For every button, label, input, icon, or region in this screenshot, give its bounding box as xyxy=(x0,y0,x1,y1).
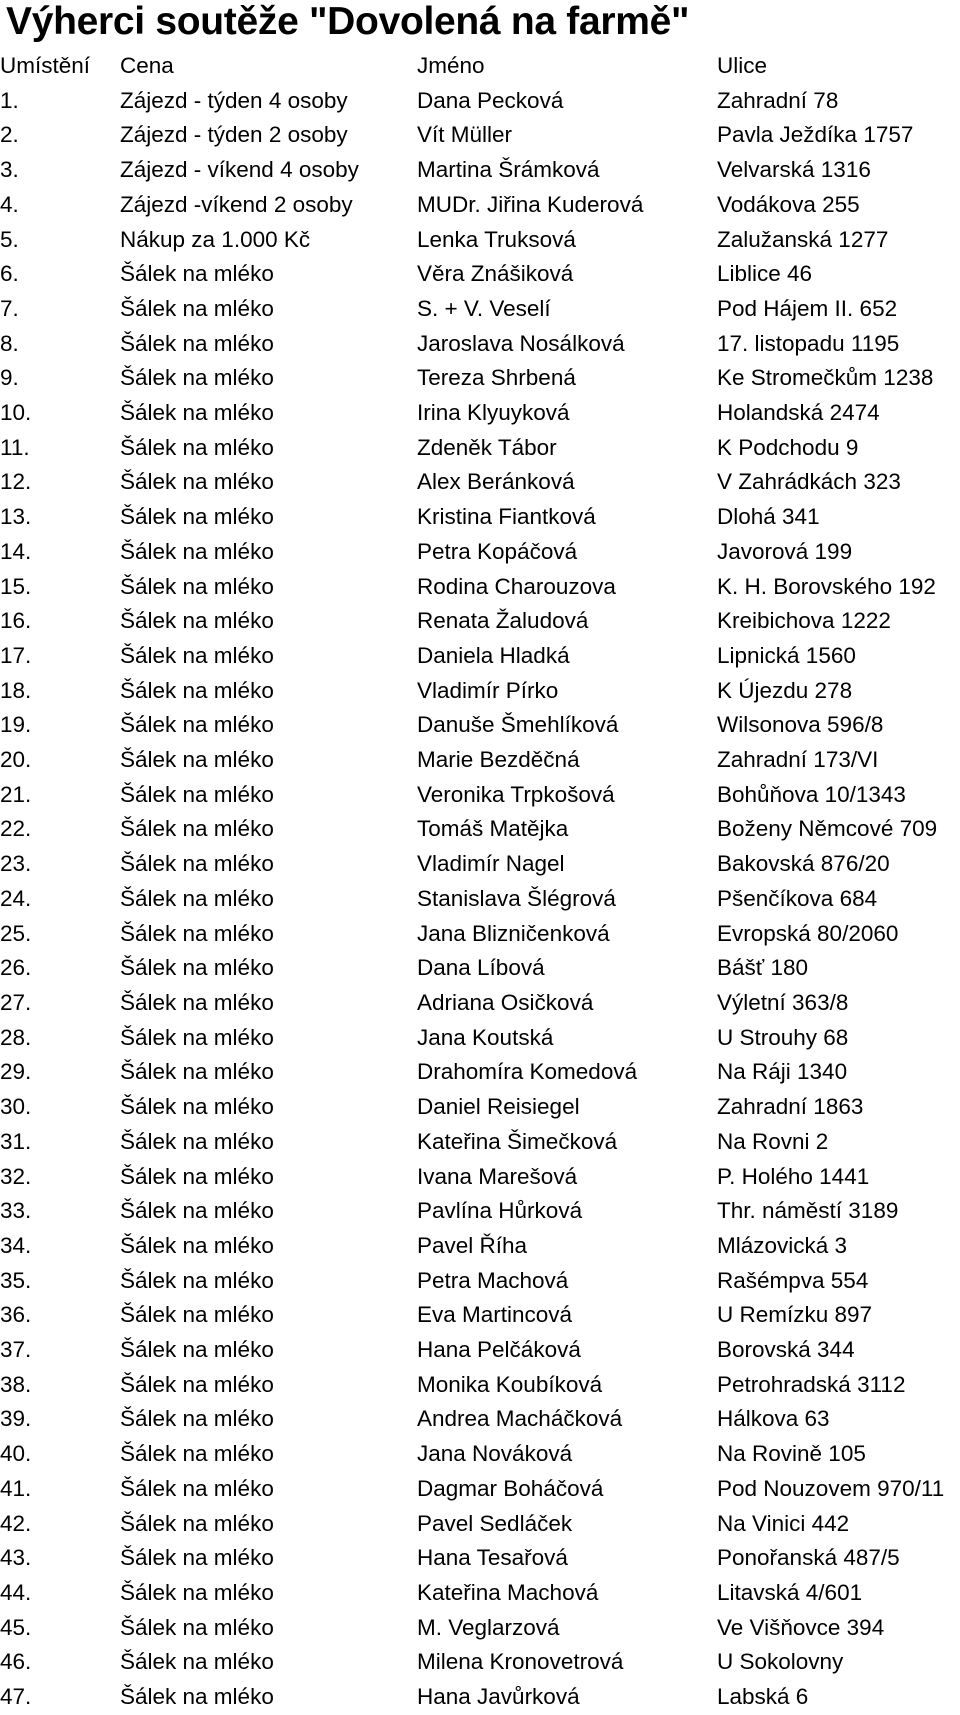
cell-prize: Šálek na mléko xyxy=(120,1684,274,1710)
cell-rank: 1. xyxy=(0,87,19,113)
table-row xyxy=(0,1090,960,1125)
table-row xyxy=(0,1125,960,1160)
cell-name: Jana Nováková xyxy=(417,1441,573,1467)
cell-name: Vladimír Pírko xyxy=(417,677,559,703)
cell-prize: Zájezd -víkend 2 osoby xyxy=(120,191,353,217)
cell-prize: Šálek na mléko xyxy=(120,885,274,911)
cell-street: Rašémpva 554 xyxy=(717,1267,869,1293)
cell-street: Labská 6 xyxy=(717,1684,809,1710)
cell-prize: Šálek na mléko xyxy=(120,400,274,426)
table-row xyxy=(0,500,960,535)
cell-rank: 18. xyxy=(0,677,32,703)
cell-name: Jaroslava Nosálková xyxy=(417,330,625,356)
cell-street: K Podchodu 9 xyxy=(717,434,859,460)
cell-rank: 2. xyxy=(0,122,19,148)
cell-prize: Šálek na mléko xyxy=(120,642,274,668)
cell-name: Dagmar Boháčová xyxy=(417,1475,604,1501)
cell-prize: Šálek na mléko xyxy=(120,1337,274,1363)
cell-name: Marie Bezděčná xyxy=(417,747,580,773)
cell-street: U Sokolovny xyxy=(717,1649,844,1675)
table-row xyxy=(0,847,960,882)
table-row xyxy=(0,570,960,605)
cell-name: Ivana Marešová xyxy=(417,1163,578,1189)
cell-street: Pod Nouzovem 970/11 xyxy=(717,1475,945,1501)
cell-name: Stanislava Šlégrová xyxy=(417,885,616,911)
cell-prize: Šálek na mléko xyxy=(120,1614,274,1640)
table-row xyxy=(0,1264,960,1299)
cell-street: Zahradní 173/VI xyxy=(717,747,879,773)
cell-street: Velvarská 1316 xyxy=(717,157,871,183)
cell-rank: 15. xyxy=(0,573,32,599)
cell-prize: Šálek na mléko xyxy=(120,261,274,287)
cell-name: Pavel Říha xyxy=(417,1232,528,1258)
cell-prize: Šálek na mléko xyxy=(120,469,274,495)
table-row xyxy=(0,535,960,570)
table-row xyxy=(0,84,960,119)
cell-name: Pavel Sedláček xyxy=(417,1510,573,1536)
cell-prize: Šálek na mléko xyxy=(120,781,274,807)
cell-name: Daniela Hladká xyxy=(417,642,570,668)
cell-name: Kristina Fiantková xyxy=(417,504,596,530)
table-row xyxy=(0,1298,960,1333)
cell-rank: 34. xyxy=(0,1232,32,1258)
cell-prize: Šálek na mléko xyxy=(120,920,274,946)
table-row xyxy=(0,604,960,639)
cell-name: Veronika Trpkošová xyxy=(417,781,615,807)
cell-rank: 46. xyxy=(0,1649,32,1675)
table-row xyxy=(0,257,960,292)
cell-street: Na Vinici 442 xyxy=(717,1510,850,1536)
table-row xyxy=(0,743,960,778)
cell-prize: Šálek na mléko xyxy=(120,1267,274,1293)
cell-name: Monika Koubíková xyxy=(417,1371,603,1397)
table-row xyxy=(0,1437,960,1472)
cell-rank: 26. xyxy=(0,955,32,981)
cell-prize: Šálek na mléko xyxy=(120,330,274,356)
cell-street: P. Holého 1441 xyxy=(717,1163,870,1189)
cell-name: Petra Kopáčová xyxy=(417,538,578,564)
cell-name: Dana Líbová xyxy=(417,955,545,981)
cell-street: Holandská 2474 xyxy=(717,400,880,426)
page-title: Výherci soutěže "Dovolená na farmě" xyxy=(6,0,690,43)
cell-prize: Šálek na mléko xyxy=(120,295,274,321)
table-row xyxy=(0,1229,960,1264)
cell-prize: Šálek na mléko xyxy=(120,1128,274,1154)
cell-name: Daniel Reisiegel xyxy=(417,1094,580,1120)
cell-name: Pavlína Hůrková xyxy=(417,1198,583,1224)
cell-rank: 28. xyxy=(0,1024,32,1050)
table-row xyxy=(0,1160,960,1195)
cell-rank: 20. xyxy=(0,747,32,773)
cell-rank: 35. xyxy=(0,1267,32,1293)
table-row xyxy=(0,361,960,396)
table-header-row xyxy=(0,49,960,84)
cell-name: Tereza Shrbená xyxy=(417,365,576,391)
cell-prize: Šálek na mléko xyxy=(120,677,274,703)
column-header-name: Jméno xyxy=(417,53,485,78)
cell-street: Petrohradská 3112 xyxy=(717,1371,906,1397)
table-row xyxy=(0,292,960,327)
cell-rank: 27. xyxy=(0,989,32,1015)
cell-rank: 24. xyxy=(0,885,32,911)
cell-name: Andrea Macháčková xyxy=(417,1406,623,1432)
cell-street: Pod Hájem II. 652 xyxy=(717,295,898,321)
cell-rank: 38. xyxy=(0,1371,32,1397)
cell-prize: Šálek na mléko xyxy=(120,1475,274,1501)
cell-rank: 47. xyxy=(0,1684,32,1710)
cell-street: Ponořanská 487/5 xyxy=(717,1545,900,1571)
cell-rank: 19. xyxy=(0,712,32,738)
cell-name: Vít Müller xyxy=(417,122,513,148)
cell-name: Hana Javůrková xyxy=(417,1684,580,1710)
cell-name: MUDr. Jiřina Kuderová xyxy=(417,191,644,217)
cell-prize: Šálek na mléko xyxy=(120,1579,274,1605)
cell-prize: Šálek na mléko xyxy=(120,1059,274,1085)
cell-prize: Šálek na mléko xyxy=(120,955,274,981)
table-row xyxy=(0,917,960,952)
cell-rank: 37. xyxy=(0,1337,32,1363)
cell-prize: Šálek na mléko xyxy=(120,538,274,564)
cell-rank: 42. xyxy=(0,1510,32,1536)
table-row xyxy=(0,1576,960,1611)
cell-prize: Šálek na mléko xyxy=(120,1441,274,1467)
cell-rank: 16. xyxy=(0,608,32,634)
cell-name: Eva Martincová xyxy=(417,1302,573,1328)
cell-name: Hana Tesařová xyxy=(417,1545,568,1571)
cell-name: Hana Pelčáková xyxy=(417,1337,581,1363)
cell-rank: 40. xyxy=(0,1441,32,1467)
cell-street: Na Ráji 1340 xyxy=(717,1059,848,1085)
cell-street: U Remízku 897 xyxy=(717,1302,873,1328)
table-row xyxy=(0,188,960,223)
cell-prize: Nákup za 1.000 Kč xyxy=(120,226,311,252)
cell-rank: 4. xyxy=(0,191,19,217)
cell-name: Rodina Charouzova xyxy=(417,573,616,599)
cell-street: Zahradní 1863 xyxy=(717,1094,864,1120)
cell-name: Věra Znášiková xyxy=(417,261,574,287)
cell-rank: 13. xyxy=(0,504,32,530)
cell-rank: 31. xyxy=(0,1128,32,1154)
cell-prize: Zájezd - víkend 4 osoby xyxy=(120,157,359,183)
cell-street: Boženy Němcové 709 xyxy=(717,816,938,842)
cell-street: Pavla Ježdíka 1757 xyxy=(717,122,914,148)
cell-name: Vladimír Nagel xyxy=(417,851,565,877)
cell-street: Bášť 180 xyxy=(717,955,808,981)
cell-prize: Šálek na mléko xyxy=(120,851,274,877)
cell-prize: Šálek na mléko xyxy=(120,608,274,634)
cell-street: Vodákova 255 xyxy=(717,191,860,217)
cell-prize: Šálek na mléko xyxy=(120,1302,274,1328)
cell-street: Liblice 46 xyxy=(717,261,813,287)
cell-street: Hálkova 63 xyxy=(717,1406,830,1432)
table-row xyxy=(0,223,960,258)
cell-rank: 32. xyxy=(0,1163,32,1189)
table-row xyxy=(0,986,960,1021)
cell-name: Milena Kronovetrová xyxy=(417,1649,624,1675)
table-row xyxy=(0,812,960,847)
table-row xyxy=(0,1472,960,1507)
cell-rank: 12. xyxy=(0,469,32,495)
cell-rank: 17. xyxy=(0,642,32,668)
cell-prize: Šálek na mléko xyxy=(120,1094,274,1120)
column-header-street: Ulice xyxy=(717,53,768,78)
cell-name: Petra Machová xyxy=(417,1267,569,1293)
cell-name: Adriana Osičková xyxy=(417,989,594,1015)
cell-prize: Šálek na mléko xyxy=(120,434,274,460)
cell-rank: 3. xyxy=(0,157,19,183)
cell-prize: Šálek na mléko xyxy=(120,365,274,391)
table-row xyxy=(0,1194,960,1229)
cell-street: Dlohá 341 xyxy=(717,504,820,530)
cell-prize: Šálek na mléko xyxy=(120,504,274,530)
cell-prize: Šálek na mléko xyxy=(120,1024,274,1050)
table-row xyxy=(0,882,960,917)
cell-rank: 14. xyxy=(0,538,32,564)
cell-name: Kateřina Šimečková xyxy=(417,1128,618,1154)
cell-name: Jana Koutská xyxy=(417,1024,554,1050)
table-row xyxy=(0,1680,960,1715)
table-row xyxy=(0,396,960,431)
cell-rank: 9. xyxy=(0,365,19,391)
cell-street: Kreibichova 1222 xyxy=(717,608,891,634)
cell-street: Evropská 80/2060 xyxy=(717,920,899,946)
cell-prize: Šálek na mléko xyxy=(120,1232,274,1258)
cell-street: Na Rovni 2 xyxy=(717,1128,829,1154)
table-row xyxy=(0,1021,960,1056)
cell-street: Na Rovině 105 xyxy=(717,1441,866,1467)
table-row xyxy=(0,153,960,188)
cell-prize: Zájezd - týden 2 osoby xyxy=(120,122,348,148)
winners-table xyxy=(0,49,960,1715)
cell-rank: 8. xyxy=(0,330,19,356)
table-row xyxy=(0,708,960,743)
cell-name: Drahomíra Komedová xyxy=(417,1059,638,1085)
cell-street: Ke Stromečkům 1238 xyxy=(717,365,934,391)
cell-street: Mlázovická 3 xyxy=(717,1232,848,1258)
table-row xyxy=(0,465,960,500)
table-row xyxy=(0,431,960,466)
table-row xyxy=(0,1055,960,1090)
cell-name: Zdeněk Tábor xyxy=(417,434,557,460)
cell-rank: 44. xyxy=(0,1579,32,1605)
table-row xyxy=(0,1645,960,1680)
cell-name: Dana Pecková xyxy=(417,87,564,113)
cell-street: Bohůňova 10/1343 xyxy=(717,781,906,807)
cell-name: S. + V. Veselí xyxy=(417,295,551,321)
cell-prize: Šálek na mléko xyxy=(120,1163,274,1189)
cell-name: Irina Klyuyková xyxy=(417,400,570,426)
cell-name: M. Veglarzová xyxy=(417,1614,560,1640)
cell-prize: Šálek na mléko xyxy=(120,573,274,599)
cell-rank: 43. xyxy=(0,1545,32,1571)
cell-rank: 45. xyxy=(0,1614,32,1640)
column-header-prize: Cena xyxy=(120,53,174,78)
cell-rank: 21. xyxy=(0,781,32,807)
cell-prize: Šálek na mléko xyxy=(120,816,274,842)
cell-name: Kateřina Machová xyxy=(417,1579,599,1605)
cell-prize: Šálek na mléko xyxy=(120,1649,274,1675)
cell-rank: 7. xyxy=(0,295,19,321)
cell-rank: 39. xyxy=(0,1406,32,1432)
cell-street: V Zahrádkách 323 xyxy=(717,469,901,495)
table-row xyxy=(0,951,960,986)
cell-rank: 41. xyxy=(0,1475,32,1501)
cell-prize: Šálek na mléko xyxy=(120,1406,274,1432)
cell-rank: 6. xyxy=(0,261,19,287)
cell-rank: 11. xyxy=(0,434,30,460)
cell-name: Jana Blizničenková xyxy=(417,920,610,946)
cell-rank: 29. xyxy=(0,1059,32,1085)
cell-name: Tomáš Matějka xyxy=(417,816,569,842)
winners-table-body xyxy=(0,84,960,1715)
cell-rank: 10. xyxy=(0,400,32,426)
table-row xyxy=(0,327,960,362)
cell-rank: 36. xyxy=(0,1302,32,1328)
cell-prize: Šálek na mléko xyxy=(120,1510,274,1536)
cell-street: Lipnická 1560 xyxy=(717,642,856,668)
cell-street: Wilsonova 596/8 xyxy=(717,712,884,738)
table-row xyxy=(0,778,960,813)
table-row xyxy=(0,1333,960,1368)
cell-prize: Šálek na mléko xyxy=(120,1545,274,1571)
table-row xyxy=(0,674,960,709)
cell-street: 17. listopadu 1195 xyxy=(717,330,900,356)
cell-prize: Šálek na mléko xyxy=(120,712,274,738)
table-row xyxy=(0,118,960,153)
cell-rank: 23. xyxy=(0,851,32,877)
cell-prize: Šálek na mléko xyxy=(120,747,274,773)
table-row xyxy=(0,1368,960,1403)
cell-street: Javorová 199 xyxy=(717,538,853,564)
cell-prize: Šálek na mléko xyxy=(120,989,274,1015)
cell-name: Alex Beránková xyxy=(417,469,575,495)
cell-street: Pšenčíkova 684 xyxy=(717,885,878,911)
cell-street: Bakovská 876/20 xyxy=(717,851,890,877)
cell-street: U Strouhy 68 xyxy=(717,1024,849,1050)
cell-rank: 25. xyxy=(0,920,32,946)
cell-name: Danuše Šmehlíková xyxy=(417,712,619,738)
cell-street: Výletní 363/8 xyxy=(717,989,849,1015)
cell-street: K Újezdu 278 xyxy=(717,677,853,703)
cell-rank: 30. xyxy=(0,1094,32,1120)
column-header-rank: Umístění xyxy=(0,53,91,78)
table-row xyxy=(0,639,960,674)
cell-rank: 33. xyxy=(0,1198,32,1224)
cell-name: Renata Žaludová xyxy=(417,608,589,634)
table-row xyxy=(0,1507,960,1542)
cell-street: Zalužanská 1277 xyxy=(717,226,889,252)
cell-street: Litavská 4/601 xyxy=(717,1579,863,1605)
cell-prize: Šálek na mléko xyxy=(120,1371,274,1397)
cell-street: Zahradní 78 xyxy=(717,87,839,113)
table-row xyxy=(0,1541,960,1576)
cell-street: Borovská 344 xyxy=(717,1337,855,1363)
cell-prize: Zájezd - týden 4 osoby xyxy=(120,87,348,113)
cell-street: Ve Višňovce 394 xyxy=(717,1614,885,1640)
cell-prize: Šálek na mléko xyxy=(120,1198,274,1224)
cell-name: Lenka Truksová xyxy=(417,226,576,252)
cell-street: K. H. Borovského 192 xyxy=(717,573,936,599)
cell-rank: 22. xyxy=(0,816,32,842)
cell-street: Thr. náměstí 3189 xyxy=(717,1198,899,1224)
table-row xyxy=(0,1611,960,1646)
cell-rank: 5. xyxy=(0,226,19,252)
cell-name: Martina Šrámková xyxy=(417,157,600,183)
table-row xyxy=(0,1402,960,1437)
